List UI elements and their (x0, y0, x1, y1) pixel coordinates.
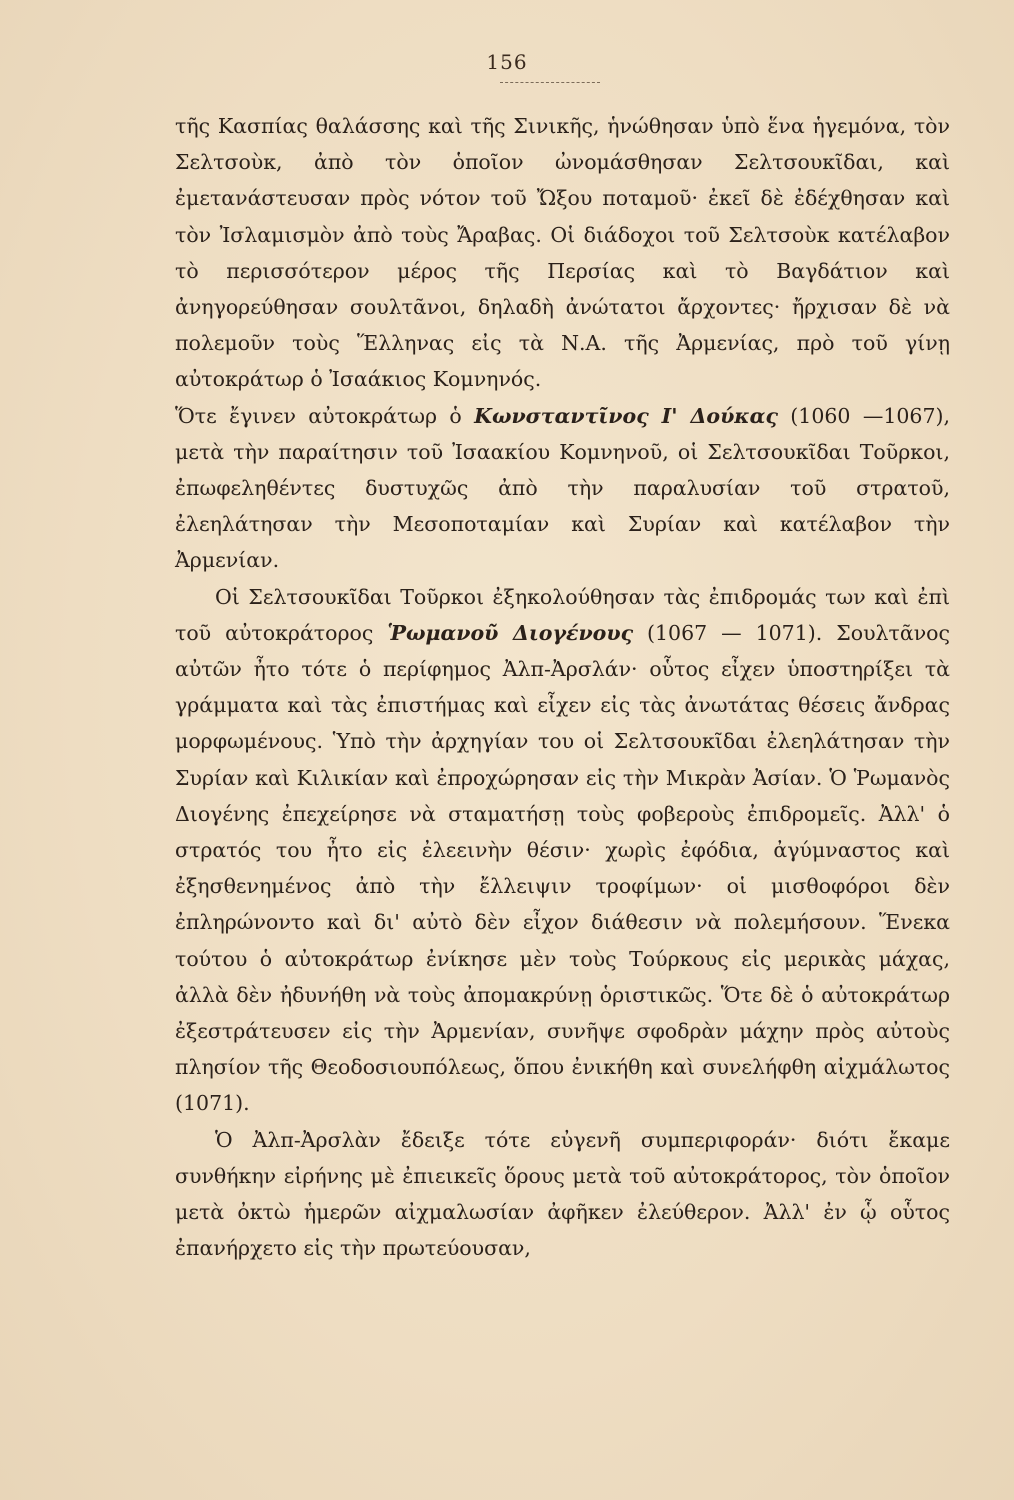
text-segment: Ὅτε ἔγινεν αὐτοκράτωρ ὁ (175, 403, 475, 428)
paragraph-2 (175, 398, 950, 579)
text-segment: Ὁ Ἀλπ-Ἀρσλὰν ἔδειξε τότε εὐγενῆ συμπεριφοράν· διότι ἔκαμε συνθήκην εἰρήνης μὲ ἐπιεικεῖς ὅρους μετὰ τοῦ αὐτοκράτορος, τὸν ὁποῖον μετὰ ὀκτὼ ἡμερῶν αἰχμαλωσίαν ἀφῆκεν ἐλεύθερον. Ἀλλ' ἐν ᾧ οὗτος ἐπανήρχετο εἰς τὴν πρωτεύουσαν, (175, 1127, 950, 1261)
emphasized-name: Κωνσταντῖνος Ι' Δούκας (474, 403, 778, 428)
paragraph-3 (175, 579, 950, 1122)
page-number-rule (500, 82, 600, 83)
page-number: 156 (486, 50, 528, 74)
emphasized-name: Ῥωμανοῦ Διογένους (387, 620, 634, 645)
text-segment: (1060 —1067), μετὰ τὴν παραίτησιν τοῦ Ἰσαακίου Κομνηνοῦ, οἱ Σελτσουκῖδαι Τοῦρκοι, ἐπωφεληθέντες δυστυχῶς ἀπὸ τὴν παραλυσίαν τοῦ στρατοῦ, ἐλεηλάτησαν τὴν Μεσοποταμίαν καὶ Συρίαν καὶ κατέλαβον τὴν Ἀρμενίαν. (175, 403, 950, 573)
text-segment: τῆς Κασπίας θαλάσσης καὶ τῆς Σινικῆς, ἡνώθησαν ὑπὸ ἕνα ἡγεμόνα, τὸν Σελτσοὺκ, ἀπὸ τὸν ὁποῖον ὠνομάσθησαν Σελτσουκῖδαι, καὶ ἐμετανάστευσαν πρὸς νότον τοῦ Ὤξου ποταμοῦ· ἐκεῖ δὲ ἐδέχθησαν καὶ τὸν Ἰσλαμισμὸν ἀπὸ τοὺς Ἄραβας. Οἱ διάδοχοι τοῦ Σελτσοὺκ κατέλαβον τὸ περισσότερον μέρος τῆς Περσίας καὶ τὸ Βαγδάτιον καὶ ἀνηγορεύθησαν σουλτᾶνοι, δηλαδὴ ἀνώτατοι ἄρχοντες· ἤρχισαν δὲ νὰ πολεμοῦν τοὺς Ἕλληνας εἰς τὰ Ν.Α. τῆς Ἀρμενίας, πρὸ τοῦ γίνῃ αὐτοκράτωρ ὁ Ἰσαάκιος Κομνηνός. (175, 114, 950, 392)
body-text (175, 108, 950, 1267)
paragraph-4 (175, 1122, 950, 1267)
paragraph-1 (175, 108, 950, 398)
text-segment: Οἱ Σελτσουκῖδαι Τοῦρκοι ἐξηκολούθησαν τὰς ἐπιδρομάς των καὶ ἐπὶ τοῦ αὐτοκράτορος (175, 584, 950, 645)
text-segment: (1067 — 1071). Σουλτᾶνος αὐτῶν ἦτο τότε ὁ περίφημος Ἀλπ-Ἀρσλάν· οὗτος εἶχεν ὑποστηρίξει τὰ γράμματα καὶ τὰς ἐπιστήμας καὶ εἶχεν εἰς τὰς ἀνωτάτας θέσεις ἄνδρας μορφωμένους. Ὑπὸ τὴν ἀρχηγίαν του οἱ Σελτσουκῖδαι ἐλεηλάτησαν τὴν Συρίαν καὶ Κιλικίαν καὶ ἐπροχώρησαν εἰς τὴν Μικρὰν Ἀσίαν. Ὁ Ῥωμανὸς Διογένης ἐπεχείρησε νὰ σταματήσῃ τοὺς φοβεροὺς ἐπιδρομεῖς. Ἀλλ' ὁ στρατός του ἦτο εἰς ἐλεεινὴν θέσιν· χωρὶς ἐφόδια, ἀγύμναστος καὶ ἐξησθενημένος ἀπὸ τὴν ἔλλειψιν τροφίμων· οἱ μισθοφόροι δὲν ἐπληρώνοντο καὶ δι' αὐτὸ δὲν εἶχον διάθεσιν νὰ πολεμήσουν. Ἕνεκα τούτου ὁ αὐτοκράτωρ ἐνίκησε μὲν τοὺς Τούρκους εἰς μερικὰς μάχας, ἀλλὰ δὲν ἠδυνήθη νὰ τοὺς ἀπομακρύνῃ ὁριστικῶς. Ὅτε δὲ ὁ αὐτοκράτωρ ἐξεστράτευσεν εἰς τὴν Ἀρμενίαν, συνῆψε σφοδρὰν μάχην πρὸς αὐτοὺς πλησίον τῆς Θεοδοσιουπόλεως, ὅπου ἐνικήθη καὶ συνελήφθη αἰχμάλωτος (1071). (175, 620, 950, 1116)
